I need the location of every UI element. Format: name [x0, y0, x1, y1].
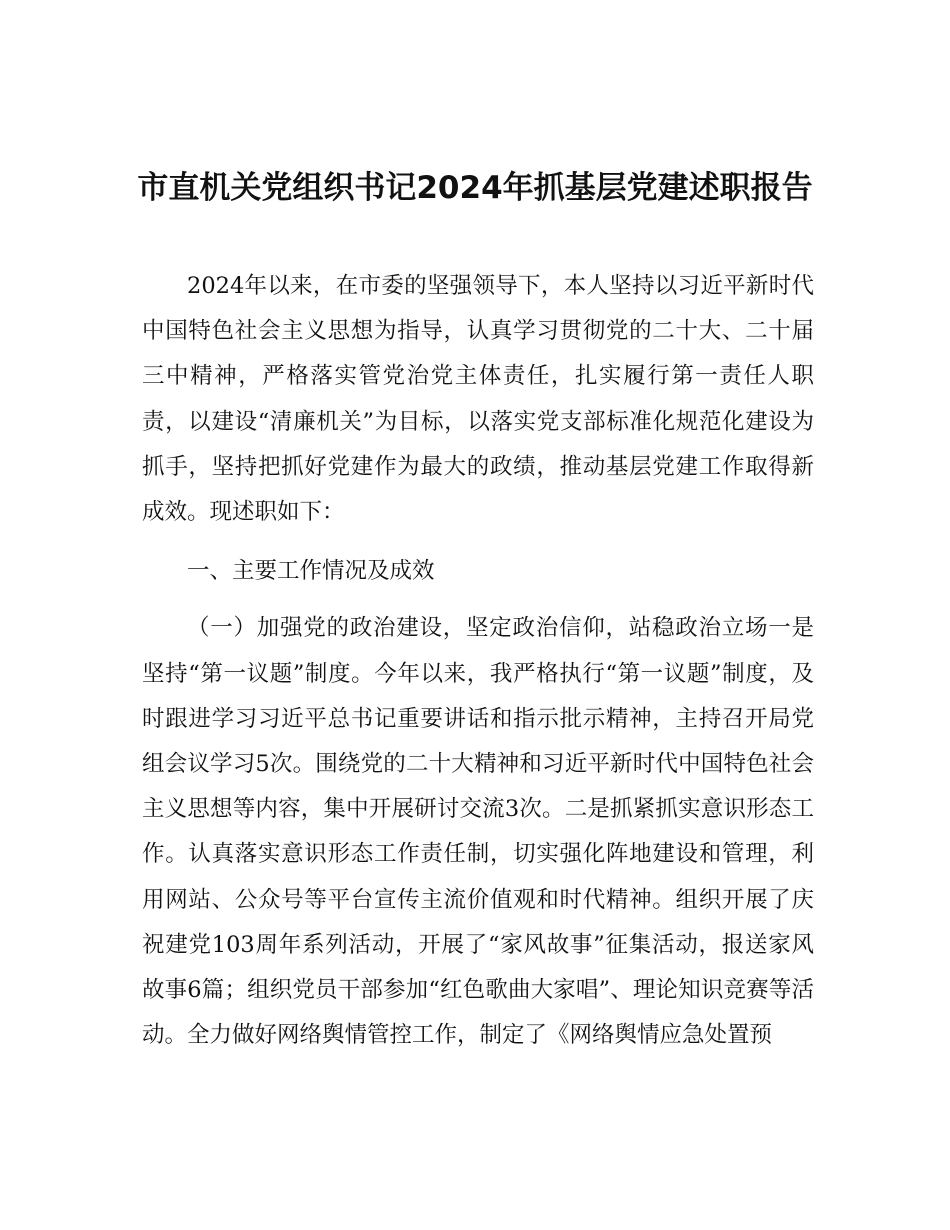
- section-paragraph: （一）加强党的政治建设，坚定政治信仰，站稳政治立场一是坚持“第一议题”制度。今年以来，我严格执行“第一议题”制度，及时跟进学习习近平总书记重要讲话和指示批示精神，主持召开局党组会议学习5次。围绕党的二十大精神和习近平新时代中国特色社会主义思想等内容，集中开展研讨交流3次。二是抓紧抓实意识形态工作。认真落实意识形态工作责任制，切实强化阵地建设和管理，利用网站、公众号等平台宣传主流价值观和时代精神。组织开展了庆祝建党103周年系列活动，开展了“家风故事”征集活动，报送家风故事6篇；组织党员干部参加“红色歌曲大家唱”、理论知识竞赛等活动。全力做好网络舆情管控工作，制定了《网络舆情应急处置预: [142, 615, 814, 1049]
- document-title: 市直机关党组织书记2024年抓基层党建述职报告: [137, 170, 813, 206]
- section-heading: 一、主要工作情况及成效: [187, 558, 435, 585]
- document-body: [142, 264, 814, 1058]
- intro-paragraph: 2024年以来，在市委的坚强领导下，本人坚持以习近平新时代中国特色社会主义思想为指导，认真学习贯彻党的二十大、二十届三中精神，严格落实管党治党主体责任，扎实履行第一责任人职责，以建设“清廉机关”为目标，以落实党支部标准化规范化建设为抓手，坚持把抓好党建作为最大的政绩，推动基层党建工作取得新成效。现述职如下：: [142, 273, 814, 526]
